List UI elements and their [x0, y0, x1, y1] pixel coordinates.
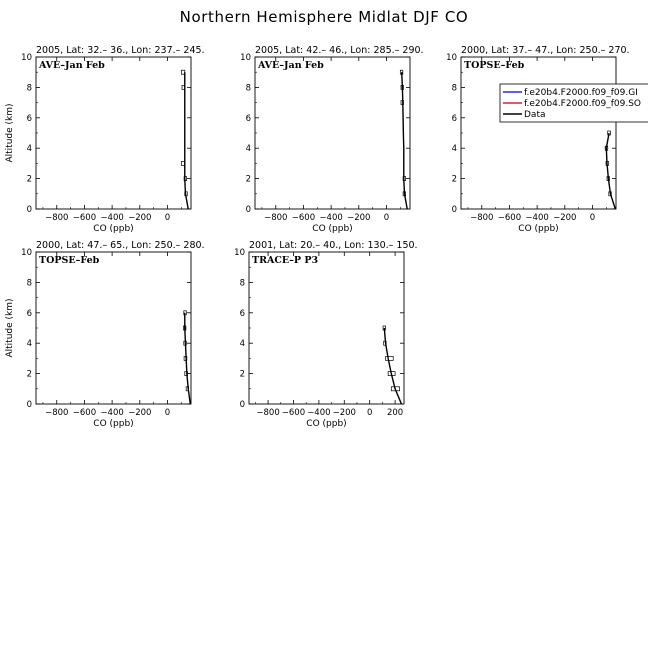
campaign-label: TOPSE–Feb [464, 60, 525, 71]
y-tick-label: 0 [26, 400, 32, 410]
y-tick-label: 10 [21, 248, 32, 258]
campaign-label: TRACE–P P3 [252, 255, 319, 266]
y-tick-label: 0 [451, 205, 457, 215]
x-tick-label: −400 [307, 408, 331, 418]
plot-frame [249, 252, 404, 404]
x-tick-label: −800 [264, 213, 288, 223]
x-tick-label: −200 [553, 213, 577, 223]
y-tick-label: 4 [451, 144, 457, 155]
chart-panel-1 [5, 45, 205, 234]
x-tick-label: −800 [45, 408, 69, 418]
campaign-label: TOPSE–Feb [39, 255, 100, 266]
data-profile-line [402, 72, 408, 209]
y-tick-label: 2 [245, 174, 251, 185]
x-tick-label: −600 [497, 213, 522, 223]
x-axis-label: CO (ppb) [93, 224, 134, 234]
x-tick-label: −600 [72, 213, 97, 223]
x-axis-label: CO (ppb) [306, 419, 347, 429]
x-tick-label: −200 [332, 408, 356, 418]
x-tick-label: −400 [525, 213, 549, 223]
y-tick-label: 2 [451, 174, 457, 185]
x-axis-label: CO (ppb) [312, 224, 353, 234]
plot-content [400, 70, 407, 209]
y-tick-label: 10 [234, 248, 245, 258]
x-tick-label: −600 [281, 408, 306, 418]
plot-content [383, 326, 401, 404]
y-tick-label: 6 [26, 308, 32, 319]
x-tick-label: −800 [256, 408, 280, 418]
plot-content [605, 131, 615, 209]
legend-label: Data [524, 110, 546, 120]
panel-title: 2000, Lat: 37.– 47., Lon: 250.– 270. [461, 45, 630, 56]
x-tick-label: −800 [45, 213, 69, 223]
y-tick-label: 10 [446, 53, 457, 63]
y-tick-label: 6 [245, 113, 251, 124]
y-tick-label: 8 [26, 83, 32, 94]
y-tick-label: 4 [26, 339, 32, 350]
y-tick-label: 10 [21, 53, 32, 63]
x-tick-label: 0 [383, 213, 390, 223]
x-tick-label: −400 [100, 408, 124, 418]
x-tick-label: −200 [128, 408, 152, 418]
x-tick-label: 0 [366, 408, 373, 418]
x-tick-label: 0 [164, 408, 171, 418]
panel-title: 2000, Lat: 47.– 65., Lon: 250.– 280. [36, 240, 205, 251]
y-tick-label: 0 [239, 400, 245, 410]
plot-frame [461, 57, 616, 209]
y-tick-label: 2 [26, 369, 32, 380]
plot-frame [255, 57, 410, 209]
chart-panel-4 [5, 240, 205, 429]
panel-title: 2005, Lat: 32.– 36., Lon: 237.– 245. [36, 45, 205, 56]
x-tick-label: 0 [589, 213, 596, 223]
y-tick-label: 6 [26, 113, 32, 124]
x-axis-label: CO (ppb) [518, 224, 559, 234]
y-tick-label: 2 [26, 174, 32, 185]
y-axis-label: Altitude (km) [5, 103, 15, 163]
y-tick-label: 4 [245, 144, 251, 155]
x-axis-label: CO (ppb) [93, 419, 134, 429]
chart-panel-3 [446, 45, 629, 234]
data-profile-line [606, 133, 615, 209]
y-tick-label: 0 [26, 205, 32, 215]
plot-frame [36, 57, 191, 209]
y-tick-label: 4 [239, 339, 245, 350]
plot-content [181, 70, 188, 209]
plot-frame [36, 252, 191, 404]
legend-label: f.e20b4.F2000.f09_f09.SO [524, 99, 642, 109]
y-tick-label: 0 [245, 205, 251, 215]
y-tick-label: 8 [26, 278, 32, 289]
x-tick-label: 0 [164, 213, 171, 223]
data-range-box [386, 356, 394, 360]
chart-panel-5 [234, 240, 417, 429]
y-tick-label: 8 [245, 83, 251, 94]
plot-content [183, 311, 190, 404]
panel-title: 2005, Lat: 42.– 46., Lon: 285.– 290. [255, 45, 424, 56]
data-profile-line [185, 72, 188, 209]
campaign-label: AVE–Jan Feb [39, 60, 105, 71]
x-tick-label: 200 [386, 408, 404, 418]
campaign-label: AVE–Jan Feb [258, 60, 324, 71]
x-tick-label: −200 [128, 213, 152, 223]
y-tick-label: 8 [239, 278, 245, 289]
x-tick-label: −200 [347, 213, 371, 223]
x-tick-label: −600 [291, 213, 316, 223]
y-tick-label: 10 [240, 53, 251, 63]
data-profile-line [384, 328, 401, 404]
chart-panel-2 [240, 45, 423, 234]
x-tick-label: −400 [100, 213, 124, 223]
legend [500, 84, 648, 122]
y-tick-label: 8 [451, 83, 457, 94]
y-axis-label: Altitude (km) [5, 298, 15, 358]
page-title: Northern Hemisphere Midlat DJF CO [179, 8, 469, 26]
x-tick-label: −800 [470, 213, 494, 223]
y-tick-label: 4 [26, 144, 32, 155]
y-tick-label: 6 [239, 308, 245, 319]
panel-title: 2001, Lat: 20.– 40., Lon: 130.– 150. [249, 240, 418, 251]
x-tick-label: −400 [319, 213, 343, 223]
y-tick-label: 2 [239, 369, 245, 380]
x-tick-label: −600 [72, 408, 97, 418]
y-tick-label: 6 [451, 113, 457, 124]
legend-label: f.e20b4.F2000.f09_f09.GI [524, 88, 638, 98]
